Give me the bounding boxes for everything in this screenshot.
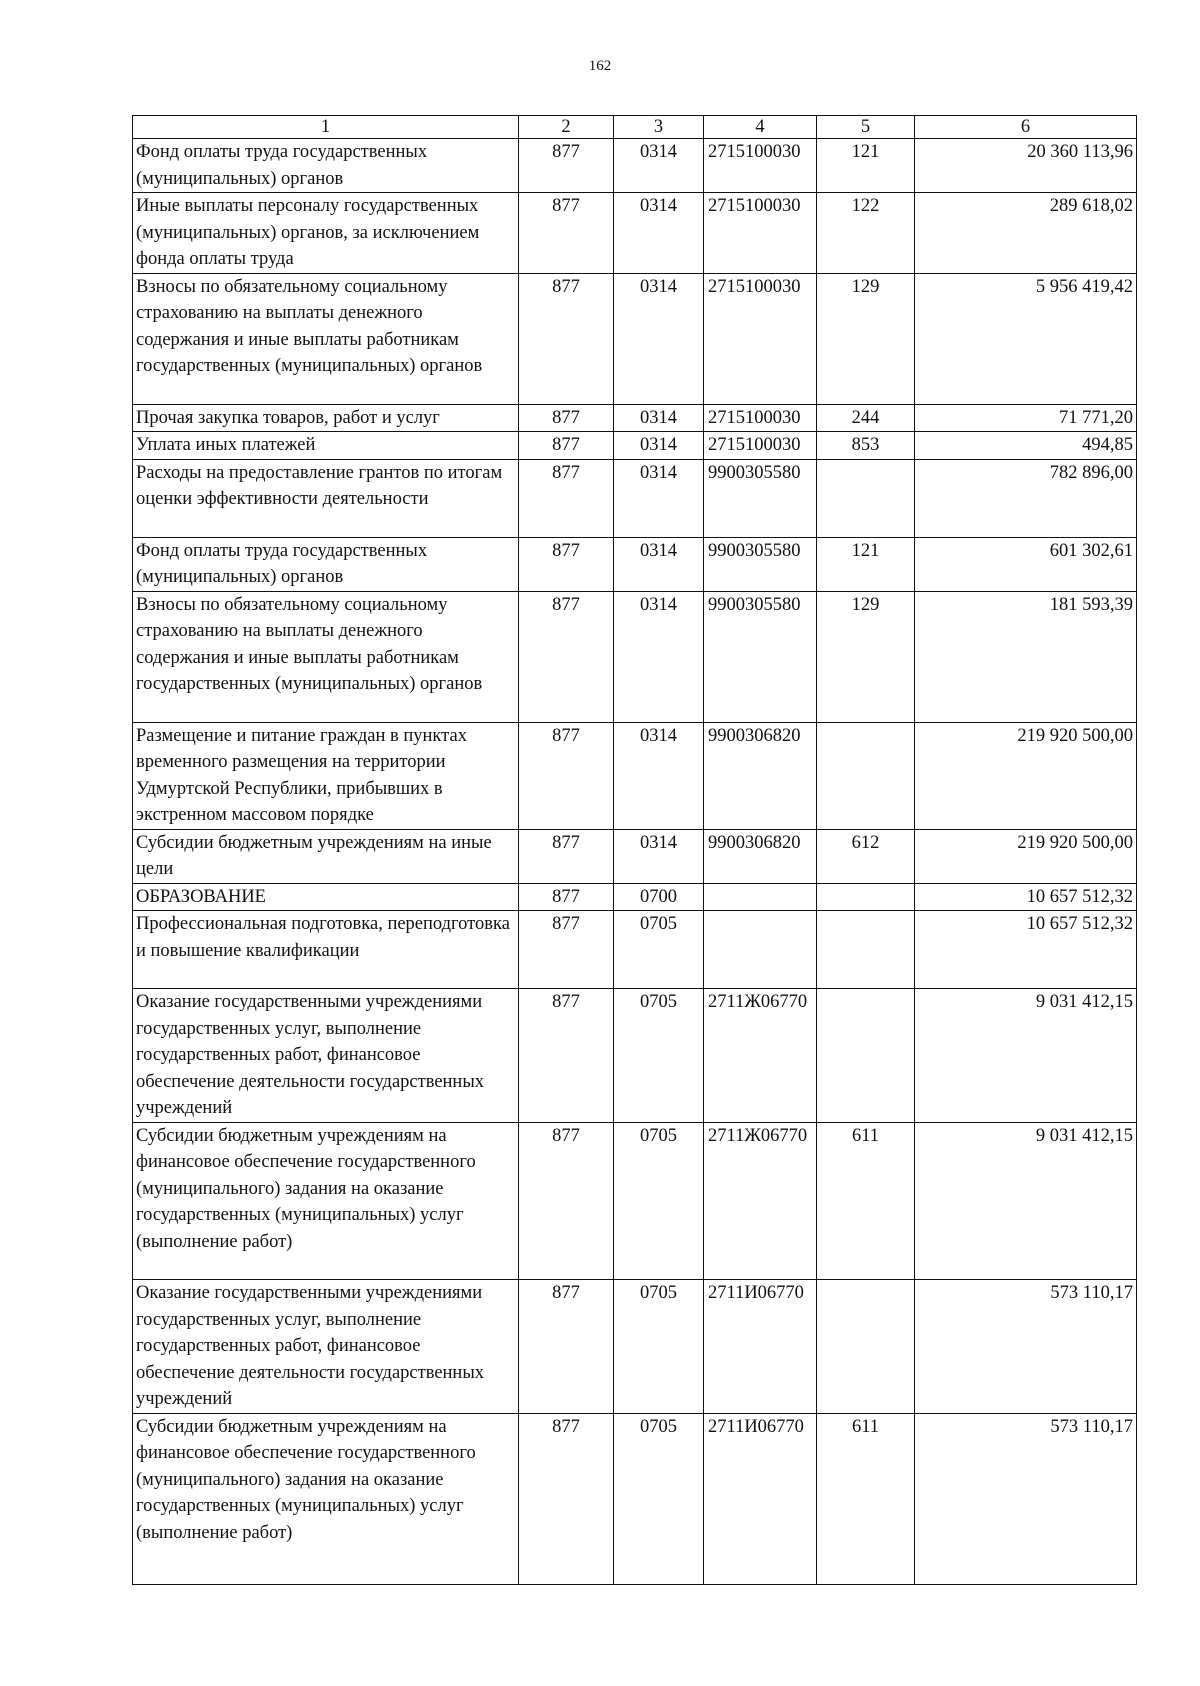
target-cell: 9900306820 — [704, 829, 817, 883]
table-row — [133, 139, 1137, 193]
ministry-cell: 877 — [519, 459, 614, 537]
ministry-cell: 877 — [519, 989, 614, 1123]
ministry-cell: 877 — [519, 404, 614, 432]
header-cell: 5 — [817, 116, 915, 139]
header-cell: 3 — [614, 116, 704, 139]
target-cell: 2711И06770 — [704, 1413, 817, 1585]
section-cell: 0314 — [614, 139, 704, 193]
target-cell — [704, 883, 817, 911]
header-cell: 4 — [704, 116, 817, 139]
section-cell: 0314 — [614, 459, 704, 537]
budget-table — [132, 115, 1137, 1585]
name-cell: Субсидии бюджетным учреждениям на финансовое обеспечение государственного (муниципального) задания на оказание государственных (муниципальных) услуг (выполнение работ) — [133, 1122, 519, 1280]
section-cell: 0314 — [614, 404, 704, 432]
table-row — [133, 989, 1137, 1123]
ministry-cell: 877 — [519, 1122, 614, 1280]
name-cell: Профессиональная подготовка, переподготовка и повышение квалификации — [133, 911, 519, 989]
section-cell: 0705 — [614, 989, 704, 1123]
target-cell: 9900305580 — [704, 591, 817, 722]
sum-cell: 573 110,17 — [915, 1280, 1137, 1414]
ministry-cell: 877 — [519, 883, 614, 911]
target-cell: 2715100030 — [704, 193, 817, 274]
expense-type-cell — [817, 1280, 915, 1414]
expense-type-cell: 611 — [817, 1413, 915, 1585]
table-row — [133, 829, 1137, 883]
target-cell: 2715100030 — [704, 432, 817, 460]
table-row — [133, 722, 1137, 829]
sum-cell: 782 896,00 — [915, 459, 1137, 537]
header-cell: 2 — [519, 116, 614, 139]
expense-type-cell: 121 — [817, 537, 915, 591]
name-cell: Прочая закупка товаров, работ и услуг — [133, 404, 519, 432]
ministry-cell: 877 — [519, 139, 614, 193]
name-cell: Субсидии бюджетным учреждениям на иные цели — [133, 829, 519, 883]
section-cell: 0705 — [614, 1280, 704, 1414]
name-cell: Размещение и питание граждан в пунктах временного размещения на территории Удмуртской Республики, прибывших в экстренном массовом порядке — [133, 722, 519, 829]
ministry-cell: 877 — [519, 537, 614, 591]
sum-cell: 10 657 512,32 — [915, 911, 1137, 989]
section-cell: 0700 — [614, 883, 704, 911]
sum-cell: 219 920 500,00 — [915, 829, 1137, 883]
expense-type-cell: 129 — [817, 591, 915, 722]
expense-type-cell: 122 — [817, 193, 915, 274]
header-cell: 1 — [133, 116, 519, 139]
sum-cell: 20 360 113,96 — [915, 139, 1137, 193]
page-number: 162 — [588, 58, 612, 74]
expense-type-cell: 244 — [817, 404, 915, 432]
ministry-cell: 877 — [519, 911, 614, 989]
ministry-cell: 877 — [519, 432, 614, 460]
name-cell: Иные выплаты персоналу государственных (муниципальных) органов, за исключением фонда оплаты труда — [133, 193, 519, 274]
sum-cell: 573 110,17 — [915, 1413, 1137, 1585]
target-cell: 2711И06770 — [704, 1280, 817, 1414]
target-cell: 2715100030 — [704, 273, 817, 404]
ministry-cell: 877 — [519, 193, 614, 274]
expense-type-cell — [817, 883, 915, 911]
expense-type-cell — [817, 459, 915, 537]
section-cell: 0705 — [614, 1122, 704, 1280]
ministry-cell: 877 — [519, 591, 614, 722]
section-cell: 0314 — [614, 193, 704, 274]
target-cell — [704, 911, 817, 989]
sum-cell: 181 593,39 — [915, 591, 1137, 722]
table-row — [133, 537, 1137, 591]
name-cell: Оказание государственными учреждениями государственных услуг, выполнение государственных работ, финансовое обеспечение деятельности государственных учреждений — [133, 989, 519, 1123]
ministry-cell: 877 — [519, 829, 614, 883]
table-row — [133, 591, 1137, 722]
expense-type-cell — [817, 722, 915, 829]
sum-cell: 601 302,61 — [915, 537, 1137, 591]
target-cell: 9900306820 — [704, 722, 817, 829]
sum-cell: 10 657 512,32 — [915, 883, 1137, 911]
name-cell: Взносы по обязательному социальному страхованию на выплаты денежного содержания и иные выплаты работникам государственных (муниципальных) органов — [133, 273, 519, 404]
target-cell: 2715100030 — [704, 404, 817, 432]
expense-type-cell — [817, 989, 915, 1123]
target-cell: 9900305580 — [704, 537, 817, 591]
expense-type-cell: 121 — [817, 139, 915, 193]
section-cell: 0314 — [614, 829, 704, 883]
sum-cell: 5 956 419,42 — [915, 273, 1137, 404]
sum-cell: 9 031 412,15 — [915, 989, 1137, 1123]
name-cell: Субсидии бюджетным учреждениям на финансовое обеспечение государственного (муниципального) задания на оказание государственных (муниципальных) услуг (выполнение работ) — [133, 1413, 519, 1585]
section-cell: 0314 — [614, 722, 704, 829]
name-cell: ОБРАЗОВАНИЕ — [133, 883, 519, 911]
expense-type-cell: 853 — [817, 432, 915, 460]
expense-type-cell: 612 — [817, 829, 915, 883]
table-row — [133, 193, 1137, 274]
expense-type-cell: 129 — [817, 273, 915, 404]
sum-cell: 494,85 — [915, 432, 1137, 460]
expense-type-cell — [817, 911, 915, 989]
table-row — [133, 1280, 1137, 1414]
ministry-cell: 877 — [519, 1413, 614, 1585]
target-cell: 2711Ж06770 — [704, 989, 817, 1123]
table-row — [133, 459, 1137, 537]
table-row — [133, 883, 1137, 911]
table-row — [133, 911, 1137, 989]
target-cell: 9900305580 — [704, 459, 817, 537]
name-cell: Расходы на предоставление грантов по итогам оценки эффективности деятельности — [133, 459, 519, 537]
target-cell: 2711Ж06770 — [704, 1122, 817, 1280]
section-cell: 0314 — [614, 591, 704, 722]
header-row — [133, 116, 1137, 139]
sum-cell: 289 618,02 — [915, 193, 1137, 274]
sum-cell: 9 031 412,15 — [915, 1122, 1137, 1280]
name-cell: Фонд оплаты труда государственных (муниципальных) органов — [133, 537, 519, 591]
name-cell: Фонд оплаты труда государственных (муниципальных) органов — [133, 139, 519, 193]
header-cell: 6 — [915, 116, 1137, 139]
sum-cell: 71 771,20 — [915, 404, 1137, 432]
expense-type-cell: 611 — [817, 1122, 915, 1280]
section-cell: 0705 — [614, 1413, 704, 1585]
sum-cell: 219 920 500,00 — [915, 722, 1137, 829]
section-cell: 0314 — [614, 537, 704, 591]
target-cell: 2715100030 — [704, 139, 817, 193]
table-row — [133, 404, 1137, 432]
ministry-cell: 877 — [519, 273, 614, 404]
section-cell: 0314 — [614, 273, 704, 404]
name-cell: Уплата иных платежей — [133, 432, 519, 460]
table-row — [133, 432, 1137, 460]
table-row — [133, 1413, 1137, 1585]
section-cell: 0705 — [614, 911, 704, 989]
ministry-cell: 877 — [519, 1280, 614, 1414]
table-row — [133, 273, 1137, 404]
name-cell: Оказание государственными учреждениями государственных услуг, выполнение государственных работ, финансовое обеспечение деятельности государственных учреждений — [133, 1280, 519, 1414]
table-body — [133, 116, 1137, 1585]
section-cell: 0314 — [614, 432, 704, 460]
name-cell: Взносы по обязательному социальному страхованию на выплаты денежного содержания и иные выплаты работникам государственных (муниципальных) органов — [133, 591, 519, 722]
ministry-cell: 877 — [519, 722, 614, 829]
table-row — [133, 1122, 1137, 1280]
